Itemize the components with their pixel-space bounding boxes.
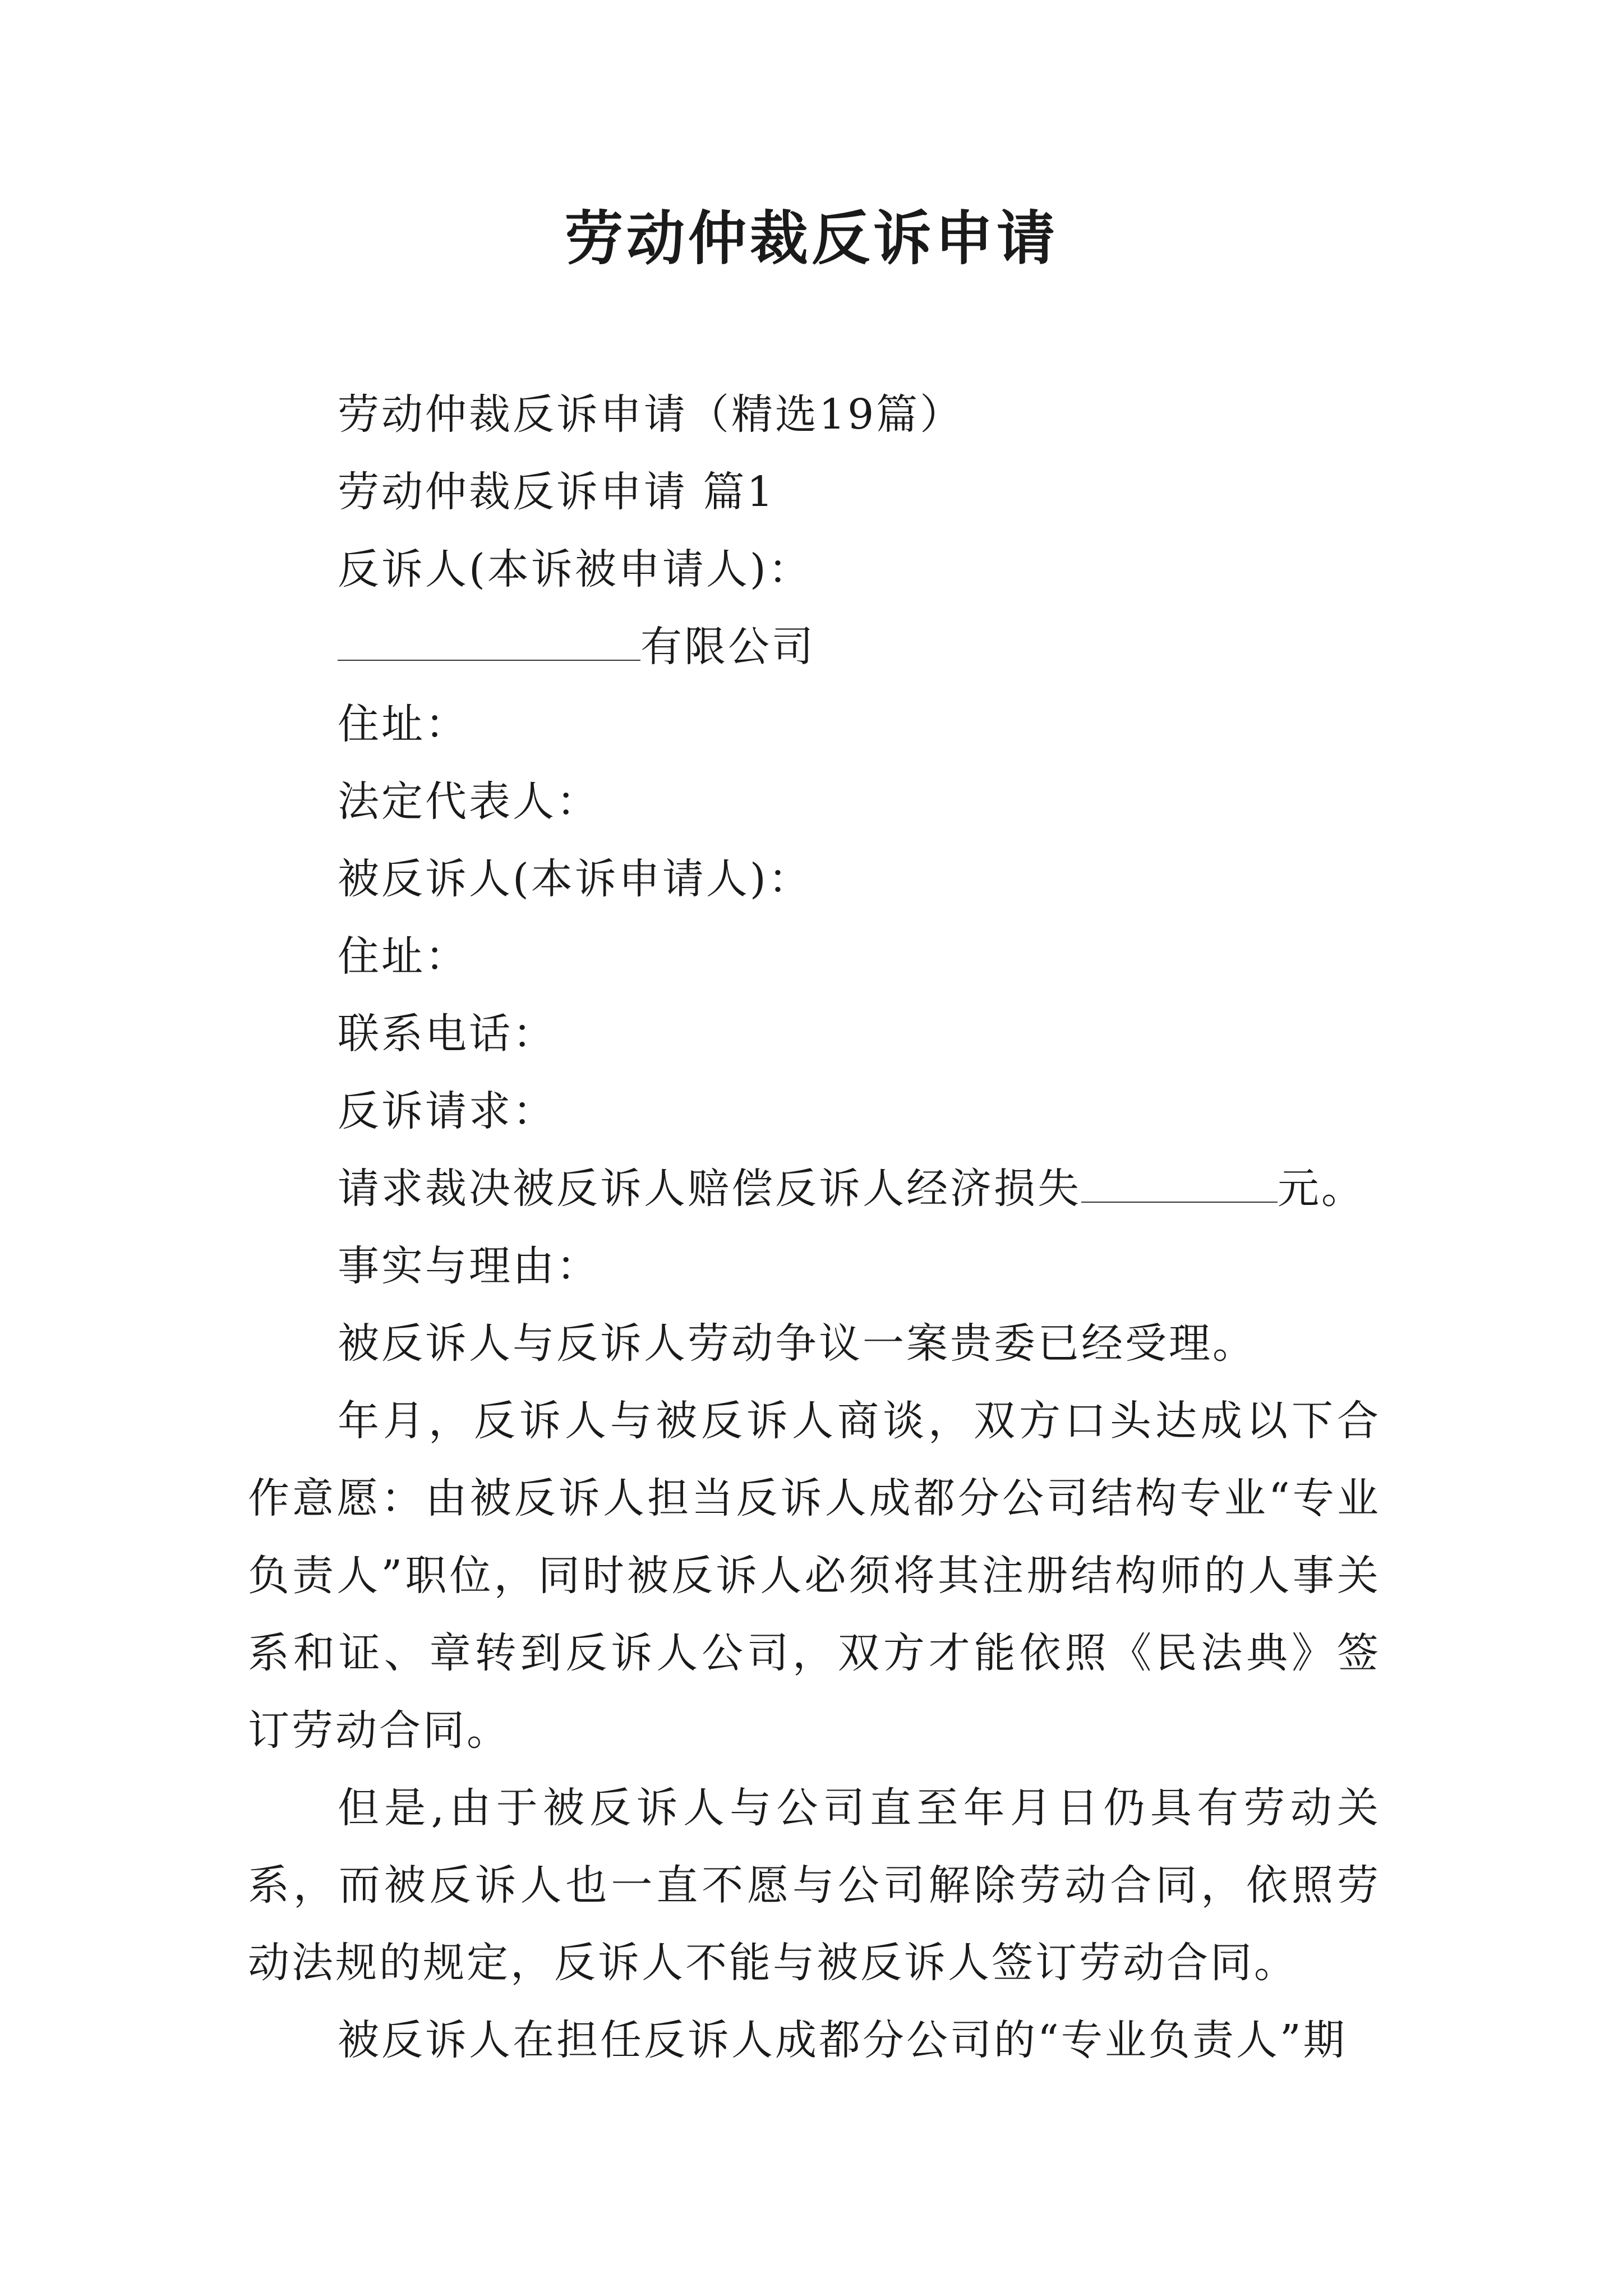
claims-label: 反诉请求： — [338, 1087, 556, 1135]
paragraph-4: 被反诉人在担任反诉人成都分公司的“专业负责人”期 — [338, 2016, 1347, 2064]
claim-amount-blank — [1081, 1168, 1278, 1203]
section-heading: 劳动仲裁反诉申请 篇1 — [338, 468, 776, 516]
document-title: 劳动仲裁反诉申请 — [564, 204, 1058, 273]
claim-text-after: 元。 — [1278, 1165, 1365, 1213]
document-subtitle: 劳动仲裁反诉申请（精选19篇） — [338, 390, 964, 439]
respondent-label: 被反诉人(本诉申请人)： — [338, 855, 812, 903]
legal-representative-label: 法定代表人： — [338, 777, 600, 826]
company-suffix: 有限公司 — [640, 623, 815, 671]
claim-text-before: 请求裁决被反诉人赔偿反诉人经济损失 — [338, 1165, 1081, 1213]
claim-line — [248, 1150, 1381, 1227]
paragraph-3: 但是,由于被反诉人与公司直至年月日仍具有劳动关系，而被反诉人也一直不愿与公司解除劳动合同，依照劳动法规的规定，反诉人不能与被反诉人签订劳动合同。 — [248, 1784, 1381, 1987]
document-body — [248, 376, 1381, 2079]
address-label-2: 住址： — [338, 932, 469, 981]
address-label-1: 住址： — [338, 700, 469, 748]
counter-claimant-label: 反诉人(本诉被申请人)： — [338, 545, 812, 593]
company-name-blank — [338, 626, 640, 661]
paragraph-1: 被反诉人与反诉人劳动争议一案贵委已经受理。 — [338, 1319, 1256, 1368]
facts-label: 事实与理由： — [338, 1242, 600, 1290]
paragraph-2: 年月，反诉人与被反诉人商谈，双方口头达成以下合作意愿：由被反诉人担当反诉人成都分公司结构专业“专业负责人”职位，同时被反诉人必须将其注册结构师的人事关系和证、章转到反诉人公司，双方才能依照《民法典》签订劳动合同。 — [248, 1397, 1381, 1755]
phone-label: 联系电话： — [338, 1010, 556, 1058]
company-name-line — [248, 608, 1381, 685]
